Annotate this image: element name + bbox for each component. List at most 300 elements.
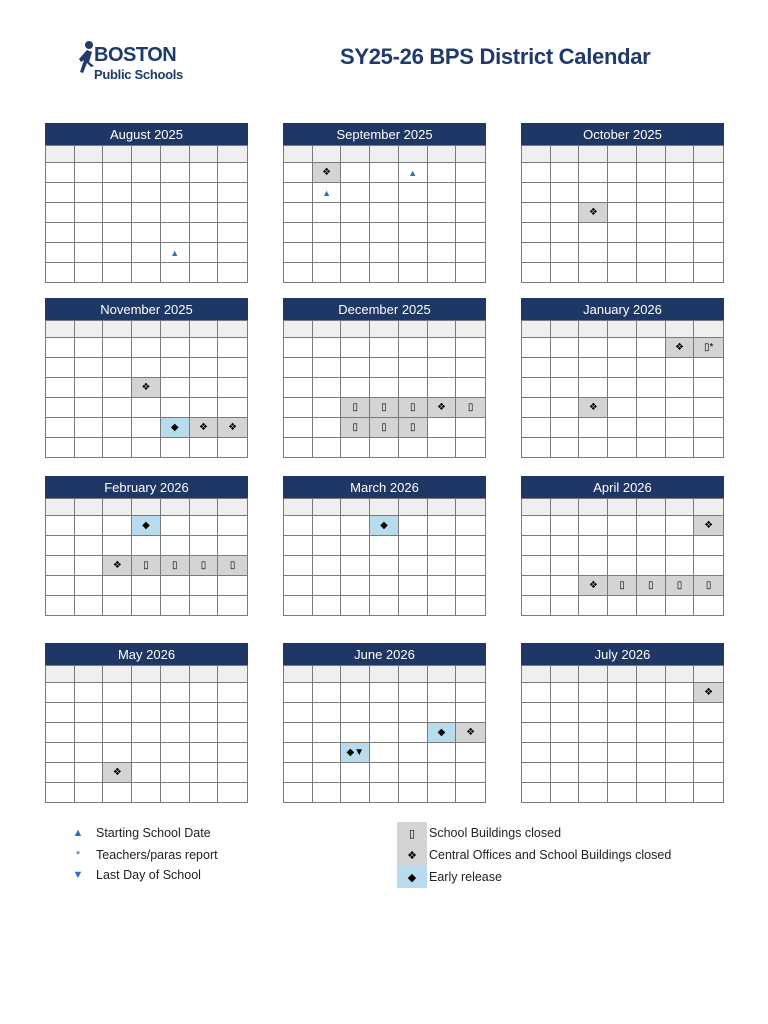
day-cell bbox=[637, 516, 666, 536]
buildings-closed-swatch: ▯ bbox=[397, 822, 427, 844]
day-cell bbox=[75, 723, 104, 743]
day-cell bbox=[637, 743, 666, 763]
day-cell bbox=[637, 576, 666, 596]
day-cell bbox=[103, 683, 132, 703]
week-row bbox=[46, 398, 248, 418]
day-cell bbox=[637, 183, 666, 203]
day-cell bbox=[551, 358, 580, 378]
day-cell bbox=[161, 556, 190, 576]
day-cell bbox=[103, 358, 132, 378]
weekday-header-cell bbox=[313, 666, 342, 683]
day-cell bbox=[579, 378, 608, 398]
day-cell bbox=[284, 763, 313, 783]
weekday-header-cell bbox=[608, 321, 637, 338]
day-cell bbox=[284, 596, 313, 616]
day-cell bbox=[608, 183, 637, 203]
day-cell bbox=[666, 683, 695, 703]
day-cell bbox=[637, 438, 666, 458]
early-release-icon: ◆ bbox=[142, 520, 150, 531]
day-cell bbox=[370, 223, 399, 243]
day-cell bbox=[694, 783, 724, 803]
day-cell bbox=[666, 163, 695, 183]
day-cell bbox=[284, 378, 313, 398]
day-cell bbox=[341, 163, 370, 183]
buildings-closed-icon: ▯ bbox=[143, 560, 149, 571]
day-cell bbox=[190, 418, 219, 438]
weekday-header-cell bbox=[399, 321, 428, 338]
day-cell bbox=[103, 438, 132, 458]
day-cell bbox=[218, 438, 248, 458]
day-cell bbox=[608, 263, 637, 283]
weekday-header-cell bbox=[666, 499, 695, 516]
weekday-header-cell bbox=[456, 321, 486, 338]
day-cell bbox=[522, 783, 551, 803]
day-cell bbox=[694, 556, 724, 576]
day-cell bbox=[161, 183, 190, 203]
day-cell bbox=[103, 596, 132, 616]
day-cell bbox=[370, 378, 399, 398]
day-cell bbox=[341, 743, 370, 763]
day-cell bbox=[551, 378, 580, 398]
day-cell bbox=[341, 783, 370, 803]
weekday-header-cell bbox=[161, 321, 190, 338]
day-cell bbox=[46, 556, 75, 576]
weekday-header-cell bbox=[370, 499, 399, 516]
day-cell bbox=[456, 576, 486, 596]
weekday-header-cell bbox=[579, 499, 608, 516]
month-grid bbox=[283, 145, 486, 283]
weekday-header-cell bbox=[75, 666, 104, 683]
day-cell bbox=[399, 378, 428, 398]
day-cell bbox=[218, 576, 248, 596]
day-cell bbox=[428, 243, 457, 263]
weekday-header-cell bbox=[637, 666, 666, 683]
month-grid bbox=[283, 665, 486, 803]
day-cell bbox=[637, 536, 666, 556]
day-cell bbox=[313, 418, 342, 438]
buildings-closed-icon: ▯ bbox=[171, 560, 178, 571]
week-row bbox=[46, 418, 248, 438]
day-cell bbox=[190, 338, 219, 358]
day-cell bbox=[218, 763, 248, 783]
day-cell bbox=[103, 556, 132, 576]
day-cell bbox=[399, 338, 428, 358]
month-calendar bbox=[521, 298, 724, 458]
offices-closed-icon: ❖ bbox=[322, 167, 332, 178]
day-cell bbox=[399, 243, 428, 263]
week-row bbox=[46, 536, 248, 556]
day-cell bbox=[551, 223, 580, 243]
day-cell bbox=[522, 763, 551, 783]
day-cell bbox=[46, 183, 75, 203]
day-cell bbox=[370, 398, 399, 418]
day-cell bbox=[218, 243, 248, 263]
day-cell bbox=[161, 763, 190, 783]
month-calendar bbox=[45, 476, 248, 616]
day-cell bbox=[190, 703, 219, 723]
weekday-header-cell bbox=[218, 146, 248, 163]
day-cell bbox=[313, 536, 342, 556]
day-cell bbox=[522, 183, 551, 203]
day-cell bbox=[666, 223, 695, 243]
day-cell bbox=[313, 516, 342, 536]
buildings-closed-icon: ▯ bbox=[647, 580, 654, 591]
day-cell bbox=[218, 783, 248, 803]
week-row bbox=[284, 596, 486, 616]
day-cell bbox=[428, 418, 457, 438]
day-cell bbox=[75, 183, 104, 203]
day-cell bbox=[608, 576, 637, 596]
day-cell bbox=[637, 203, 666, 223]
day-cell bbox=[428, 183, 457, 203]
day-cell bbox=[103, 398, 132, 418]
day-cell bbox=[399, 183, 428, 203]
day-cell bbox=[218, 398, 248, 418]
day-cell bbox=[551, 556, 580, 576]
day-cell bbox=[370, 536, 399, 556]
day-cell bbox=[456, 183, 486, 203]
weekday-header-cell bbox=[399, 666, 428, 683]
weekday-header-cell bbox=[694, 321, 724, 338]
day-cell bbox=[551, 703, 580, 723]
day-cell bbox=[579, 223, 608, 243]
day-cell bbox=[161, 723, 190, 743]
day-cell bbox=[132, 418, 161, 438]
offices-closed-icon: ❖ bbox=[704, 687, 714, 698]
week-row bbox=[284, 683, 486, 703]
day-cell bbox=[370, 703, 399, 723]
day-cell bbox=[218, 418, 248, 438]
day-cell bbox=[46, 203, 75, 223]
day-cell bbox=[190, 243, 219, 263]
day-cell bbox=[313, 596, 342, 616]
day-cell bbox=[399, 163, 428, 183]
weekday-header-cell bbox=[370, 321, 399, 338]
day-cell bbox=[608, 438, 637, 458]
day-cell bbox=[313, 223, 342, 243]
buildings-closed-icon: ▯ bbox=[381, 402, 387, 413]
weekday-header-cell bbox=[46, 499, 75, 516]
week-row bbox=[46, 223, 248, 243]
day-cell bbox=[579, 596, 608, 616]
page-title: SY25-26 BPS District Calendar bbox=[340, 44, 651, 69]
day-cell bbox=[694, 438, 724, 458]
day-cell bbox=[579, 763, 608, 783]
day-cell bbox=[313, 783, 342, 803]
week-row bbox=[284, 243, 486, 263]
day-cell bbox=[313, 576, 342, 596]
day-cell bbox=[284, 783, 313, 803]
day-cell bbox=[103, 183, 132, 203]
day-cell bbox=[132, 223, 161, 243]
day-cell bbox=[313, 556, 342, 576]
weekday-header-cell bbox=[284, 499, 313, 516]
week-row bbox=[522, 418, 724, 438]
day-cell bbox=[694, 203, 724, 223]
month-title: October 2025 bbox=[521, 123, 724, 145]
day-cell bbox=[637, 358, 666, 378]
early-release-swatch: ◆ bbox=[397, 866, 427, 888]
weekday-header-cell bbox=[637, 321, 666, 338]
day-cell bbox=[522, 723, 551, 743]
day-cell bbox=[103, 243, 132, 263]
week-row bbox=[46, 358, 248, 378]
day-cell bbox=[46, 243, 75, 263]
day-cell bbox=[190, 163, 219, 183]
day-cell bbox=[399, 783, 428, 803]
day-cell bbox=[428, 223, 457, 243]
buildings-closed-icon: ▯* bbox=[703, 342, 714, 353]
day-cell bbox=[666, 263, 695, 283]
day-cell bbox=[46, 763, 75, 783]
day-cell bbox=[46, 378, 75, 398]
month-calendar bbox=[283, 476, 486, 616]
day-cell bbox=[456, 358, 486, 378]
month-title: April 2026 bbox=[521, 476, 724, 498]
day-cell bbox=[579, 183, 608, 203]
weekday-header-cell bbox=[103, 499, 132, 516]
day-cell bbox=[666, 203, 695, 223]
buildings-closed-icon: ▯ bbox=[229, 560, 236, 571]
weekday-header-cell bbox=[522, 666, 551, 683]
day-cell bbox=[579, 163, 608, 183]
day-cell bbox=[218, 556, 248, 576]
day-cell bbox=[132, 243, 161, 263]
day-cell bbox=[75, 763, 104, 783]
day-cell bbox=[190, 536, 219, 556]
day-cell bbox=[75, 378, 104, 398]
day-cell bbox=[666, 378, 695, 398]
day-cell bbox=[218, 596, 248, 616]
day-cell bbox=[190, 203, 219, 223]
day-cell bbox=[608, 783, 637, 803]
day-cell bbox=[637, 783, 666, 803]
day-cell bbox=[608, 358, 637, 378]
day-cell bbox=[132, 438, 161, 458]
day-cell bbox=[132, 576, 161, 596]
day-cell bbox=[341, 223, 370, 243]
day-cell bbox=[428, 763, 457, 783]
day-cell bbox=[190, 743, 219, 763]
day-cell bbox=[637, 556, 666, 576]
day-cell bbox=[428, 516, 457, 536]
month-calendar bbox=[521, 123, 724, 283]
day-cell bbox=[694, 243, 724, 263]
day-cell bbox=[75, 163, 104, 183]
day-cell bbox=[428, 596, 457, 616]
day-cell bbox=[456, 683, 486, 703]
day-cell bbox=[608, 683, 637, 703]
day-cell bbox=[551, 203, 580, 223]
day-cell bbox=[313, 203, 342, 223]
day-cell bbox=[399, 556, 428, 576]
day-cell bbox=[341, 243, 370, 263]
day-cell bbox=[370, 183, 399, 203]
day-cell bbox=[522, 556, 551, 576]
starting-date-icon: ▲ bbox=[408, 167, 418, 178]
buildings-closed-icon: ▯ bbox=[705, 580, 712, 591]
weekday-header-cell bbox=[190, 146, 219, 163]
day-cell bbox=[694, 536, 724, 556]
day-cell bbox=[161, 438, 190, 458]
day-cell bbox=[579, 358, 608, 378]
month-grid bbox=[521, 498, 724, 616]
day-cell bbox=[428, 398, 457, 418]
week-row bbox=[284, 163, 486, 183]
day-cell bbox=[694, 183, 724, 203]
day-cell bbox=[428, 576, 457, 596]
early-release-icon: ◆ bbox=[170, 422, 179, 433]
day-cell bbox=[399, 743, 428, 763]
weekday-header-cell bbox=[579, 146, 608, 163]
day-cell bbox=[551, 683, 580, 703]
day-cell bbox=[103, 338, 132, 358]
day-cell bbox=[161, 243, 190, 263]
weekday-header-cell bbox=[161, 499, 190, 516]
weekday-header-cell bbox=[637, 146, 666, 163]
day-cell bbox=[456, 516, 486, 536]
day-cell bbox=[132, 516, 161, 536]
weekday-header-row bbox=[522, 146, 724, 163]
month-title: March 2026 bbox=[283, 476, 486, 498]
day-cell bbox=[75, 703, 104, 723]
weekday-header-row bbox=[284, 146, 486, 163]
day-cell bbox=[284, 163, 313, 183]
day-cell bbox=[370, 263, 399, 283]
day-cell bbox=[608, 743, 637, 763]
month-title: January 2026 bbox=[521, 298, 724, 320]
day-cell bbox=[190, 596, 219, 616]
starting-date-icon: ▲ bbox=[170, 247, 180, 258]
day-cell bbox=[399, 723, 428, 743]
day-cell bbox=[522, 338, 551, 358]
day-cell bbox=[313, 703, 342, 723]
week-row bbox=[522, 338, 724, 358]
weekday-header-cell bbox=[428, 146, 457, 163]
day-cell bbox=[75, 516, 104, 536]
weekday-header-cell bbox=[341, 666, 370, 683]
week-row bbox=[284, 743, 486, 763]
day-cell bbox=[103, 223, 132, 243]
week-row bbox=[522, 378, 724, 398]
day-cell bbox=[190, 263, 219, 283]
day-cell bbox=[284, 516, 313, 536]
day-cell bbox=[551, 263, 580, 283]
week-row bbox=[522, 438, 724, 458]
day-cell bbox=[428, 556, 457, 576]
day-cell bbox=[579, 398, 608, 418]
logo-text-public-schools: Public Schools bbox=[94, 67, 183, 82]
weekday-header-cell bbox=[522, 321, 551, 338]
day-cell bbox=[284, 438, 313, 458]
day-cell bbox=[75, 743, 104, 763]
day-cell bbox=[666, 418, 695, 438]
offices-closed-swatch: ❖ bbox=[397, 844, 427, 866]
day-cell bbox=[46, 723, 75, 743]
day-cell bbox=[75, 243, 104, 263]
day-cell bbox=[456, 438, 486, 458]
week-row bbox=[46, 556, 248, 576]
day-cell bbox=[103, 723, 132, 743]
day-cell bbox=[46, 358, 75, 378]
week-row bbox=[522, 516, 724, 536]
day-cell bbox=[75, 418, 104, 438]
day-cell bbox=[46, 683, 75, 703]
weekday-header-cell bbox=[694, 499, 724, 516]
month-calendar bbox=[521, 476, 724, 616]
day-cell bbox=[608, 378, 637, 398]
weekday-header-cell bbox=[608, 499, 637, 516]
day-cell bbox=[132, 763, 161, 783]
day-cell bbox=[551, 516, 580, 536]
day-cell bbox=[399, 438, 428, 458]
day-cell bbox=[522, 358, 551, 378]
day-cell bbox=[75, 398, 104, 418]
day-cell bbox=[666, 516, 695, 536]
day-cell bbox=[666, 438, 695, 458]
day-cell bbox=[579, 703, 608, 723]
day-cell bbox=[637, 263, 666, 283]
day-cell bbox=[428, 783, 457, 803]
day-cell bbox=[218, 183, 248, 203]
day-cell bbox=[218, 703, 248, 723]
day-cell bbox=[161, 378, 190, 398]
day-cell bbox=[399, 203, 428, 223]
day-cell bbox=[75, 263, 104, 283]
day-cell bbox=[551, 723, 580, 743]
week-row bbox=[46, 183, 248, 203]
day-cell bbox=[608, 223, 637, 243]
day-cell bbox=[341, 418, 370, 438]
day-cell bbox=[694, 358, 724, 378]
day-cell bbox=[190, 516, 219, 536]
day-cell bbox=[370, 683, 399, 703]
day-cell bbox=[132, 163, 161, 183]
day-cell bbox=[551, 743, 580, 763]
weekday-header-row bbox=[46, 666, 248, 683]
weekday-header-cell bbox=[666, 146, 695, 163]
day-cell bbox=[608, 536, 637, 556]
day-cell bbox=[284, 203, 313, 223]
day-cell bbox=[132, 358, 161, 378]
day-cell bbox=[161, 203, 190, 223]
day-cell bbox=[370, 723, 399, 743]
day-cell bbox=[46, 703, 75, 723]
day-cell bbox=[551, 576, 580, 596]
day-cell bbox=[694, 723, 724, 743]
day-cell bbox=[46, 576, 75, 596]
day-cell bbox=[341, 263, 370, 283]
week-row bbox=[284, 763, 486, 783]
day-cell bbox=[370, 243, 399, 263]
day-cell bbox=[637, 243, 666, 263]
day-cell bbox=[75, 596, 104, 616]
day-cell bbox=[456, 418, 486, 438]
day-cell bbox=[218, 358, 248, 378]
day-cell bbox=[694, 163, 724, 183]
weekday-header-cell bbox=[666, 321, 695, 338]
day-cell bbox=[456, 596, 486, 616]
day-cell bbox=[522, 243, 551, 263]
legend-label: School Buildings closed bbox=[429, 826, 562, 840]
day-cell bbox=[46, 783, 75, 803]
day-cell bbox=[103, 576, 132, 596]
day-cell bbox=[370, 576, 399, 596]
day-cell bbox=[399, 516, 428, 536]
day-cell bbox=[218, 338, 248, 358]
legend-label: Early release bbox=[429, 870, 502, 884]
offices-closed-icon: ❖ bbox=[228, 422, 238, 433]
